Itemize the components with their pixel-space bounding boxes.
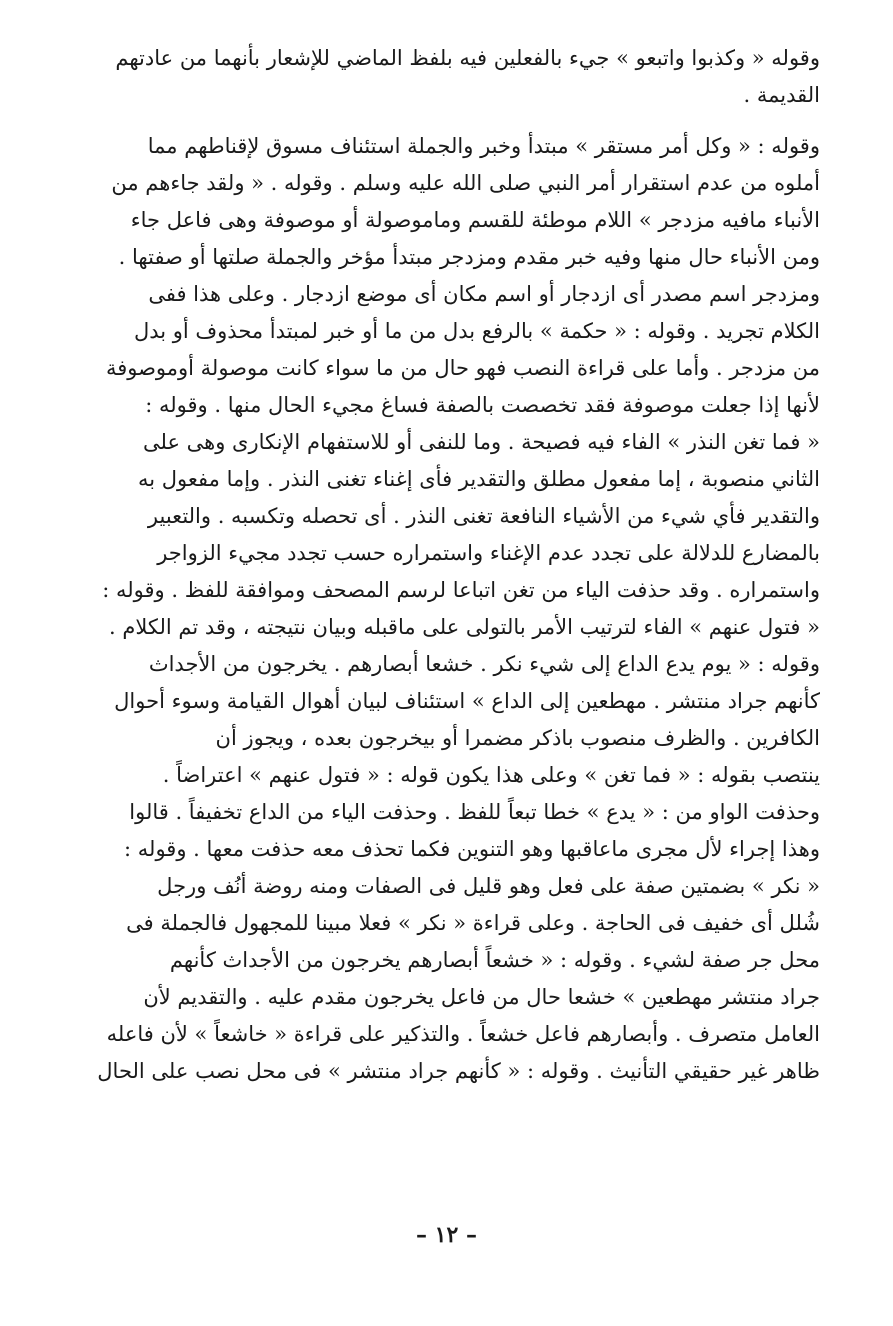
text-line: الثاني منصوبة ، إما مفعول مطلق والتقدير فأى إغناء تغنى النذر . وإما مفعول به xyxy=(138,467,820,491)
text-line: ومن الأنباء حال منها وفيه خبر مقدم ومزدجر مبتدأ مؤخر والجملة صلتها أو صفتها . xyxy=(118,245,820,269)
text-line: الكافرين . والظرف منصوب باذكر مضمرا أو بيخرجون بعده ، ويجوز أن xyxy=(215,726,820,750)
text-line: ظاهر غير حقيقي التأنيث . وقوله : « كأنهم جراد منتشر » فى محل نصب على الحال xyxy=(97,1059,820,1083)
text-line: الأنباء مافيه مزدجر » اللام موطئة للقسم وماموصولة أو موصوفة وهى فاعل جاء xyxy=(130,208,820,232)
text-line: « نكر » بضمتين صفة على فعل وهو قليل فى الصفات ومنه روضة أنُف ورجل xyxy=(157,874,820,898)
text-line: القديمة . xyxy=(743,83,820,107)
page-number: – ١٢ – xyxy=(416,1222,477,1248)
text-line: « فما تغن النذر » الفاء فيه فصيحة . وما للنفى أو للاستفهام الإنكارى وهى على xyxy=(142,430,820,454)
text-line: جراد منتشر مهطعين » خشعا حال من فاعل يخرجون مقدم عليه . والتقديم لأن xyxy=(143,985,820,1009)
text-line: بالمضارع للدلالة على تجدد عدم الإغناء واستمراره حسب تجدد مجيء الزواجر xyxy=(157,541,820,565)
text-line: محل جر صفة لشيء . وقوله : « خشعاً أبصارهم يخرجون من الأجداث كأنهم xyxy=(169,948,820,972)
text-line: وحذفت الواو من : « يدع » خطا تبعاً للفظ . وحذفت الياء من الداع تخفيفاً . قالوا xyxy=(129,800,820,824)
text-line: ينتصب بقوله : « فما تغن » وعلى هذا يكون قوله : « فتول عنهم » اعتراضاً . xyxy=(162,763,820,787)
text-line: أملوه من عدم استقرار أمر النبي صلى الله عليه وسلم . وقوله . « ولقد جاءهم من xyxy=(111,171,820,195)
text-line: من مزدجر . وأما على قراءة النصب فهو حال من ما سواء كانت موصولة أوموصوفة xyxy=(105,356,820,380)
text-line: شُلل أى خفيف فى الحاجة . وعلى قراءة « نكر » فعلا مبينا للمجهول فالجملة فى xyxy=(126,911,820,935)
text-line: الكلام تجريد . وقوله : « حكمة » بالرفع بدل من ما أو خبر لمبتدأ محذوف أو بدل xyxy=(133,319,820,343)
text-line: وقوله « وكذبوا واتبعو » جيء بالفعلين فيه بلفظ الماضي للإشعار بأنهما من عادتهم xyxy=(115,46,820,70)
text-line: « فتول عنهم » الفاء لترتيب الأمر بالتولى على ماقبله وبيان نتيجته ، وقد تم الكلام . xyxy=(108,615,820,639)
paragraph-2 xyxy=(70,128,820,1090)
text-line: لأنها إذا جعلت موصوفة فقد تخصصت بالصفة فساغ مجيء الحال منها . وقوله : xyxy=(145,393,820,417)
page-body xyxy=(70,40,820,1280)
text-line: والتقدير فأي شيء من الأشياء النافعة تغنى النذر . أى تحصله وتكسبه . والتعبير xyxy=(147,504,820,528)
text-line: ومزدجر اسم مصدر أى ازدجار أو اسم مكان أى موضع ازدجار . وعلى هذا ففى xyxy=(148,282,820,306)
text-line: كأنهم جراد منتشر . مهطعين إلى الداع » استئناف لبيان أهوال القيامة وسوء أحوال xyxy=(114,689,820,713)
paragraph-1 xyxy=(70,40,820,114)
text-line: وهذا إجراء لأل مجرى ماعاقبها وهو التنوين فكما تحذف معه حذفت معها . وقوله : xyxy=(124,837,820,861)
text-line: واستمراره . وقد حذفت الياء من تغن اتباعا لرسم المصحف وموافقة للفظ . وقوله : xyxy=(102,578,820,602)
text-line: العامل متصرف . وأبصارهم فاعل خشعاً . والتذكير على قراءة « خاشعاً » لأن فاعله xyxy=(106,1022,820,1046)
text-line: وقوله : « وكل أمر مستقر » مبتدأ وخبر والجملة استئناف مسوق لإقناطهم مما xyxy=(147,134,820,158)
text-line: وقوله : « يوم يدع الداع إلى شيء نكر . خشعا أبصارهم . يخرجون من الأجداث xyxy=(148,652,820,676)
